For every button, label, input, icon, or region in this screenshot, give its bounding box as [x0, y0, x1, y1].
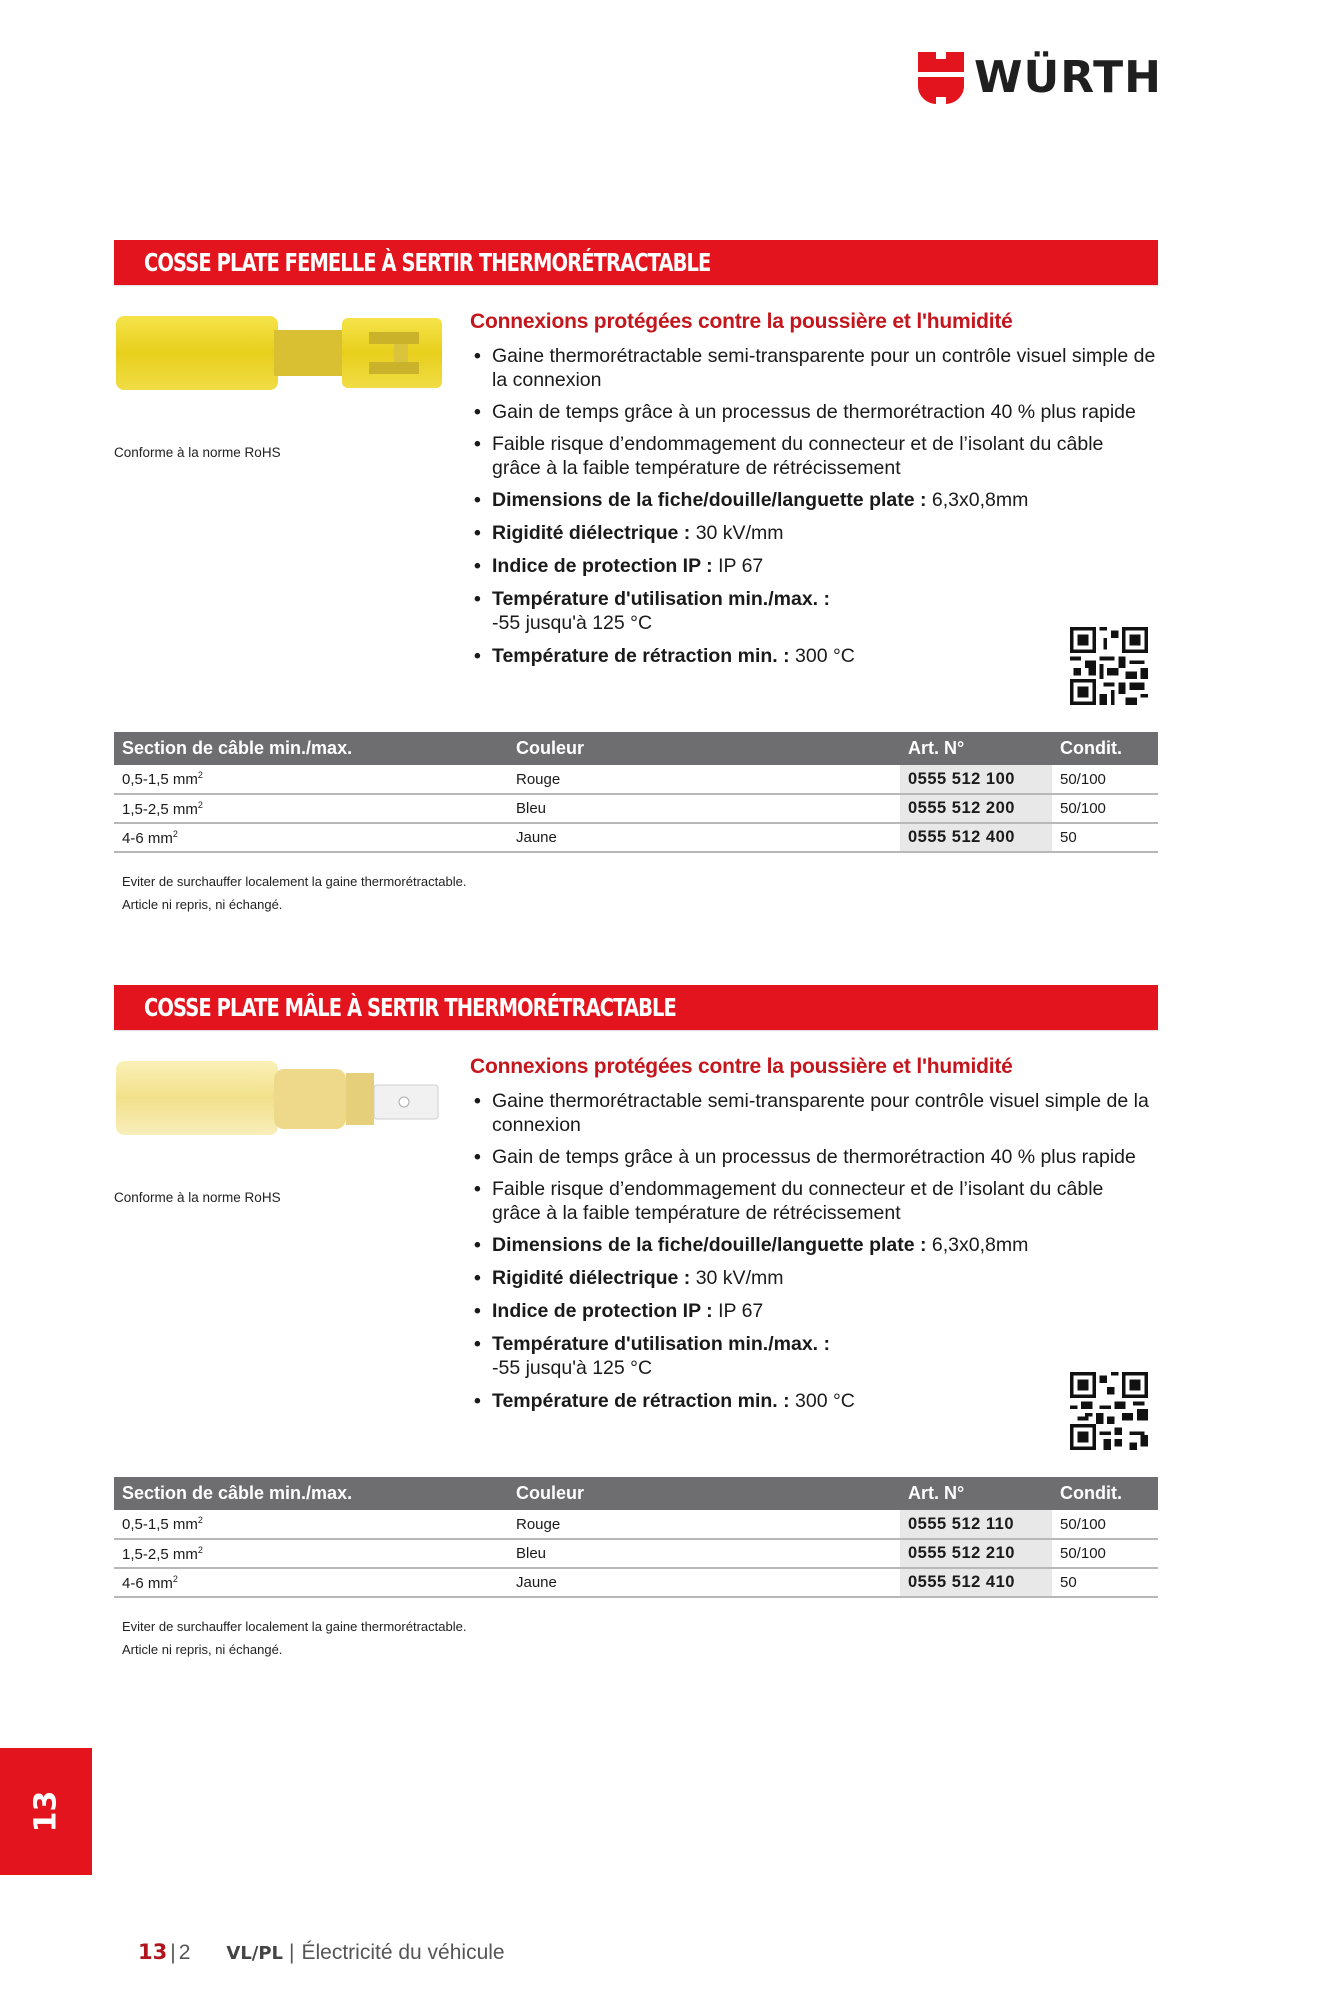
- spec-label: Température d'utilisation min./max. :: [492, 588, 831, 610]
- table-row: [114, 765, 1158, 794]
- features-list: [470, 1089, 1160, 1413]
- col-header-color: Couleur: [508, 732, 900, 765]
- col-header-color: Couleur: [508, 1477, 900, 1510]
- cell-condit: 50/100: [1052, 1510, 1158, 1539]
- article-table: [114, 732, 1158, 853]
- spec-label: Indice de protection IP :: [492, 1300, 713, 1322]
- note-line: Eviter de surchauffer localement la gaine thermorétractable.: [122, 874, 467, 889]
- features-block: [470, 1055, 1160, 1422]
- spec-item: [470, 488, 1160, 512]
- cell-color: Bleu: [508, 1539, 900, 1568]
- spec-value: 30 kV/mm: [690, 1267, 784, 1289]
- section-title: COSSE PLATE FEMELLE À SERTIR THERMORÉTRACTABLE: [144, 248, 711, 277]
- rohs-compliance-label: Conforme à la norme RoHS: [114, 1190, 281, 1205]
- footer-title: Électricité du véhicule: [301, 1941, 505, 1964]
- chapter-number: 13: [28, 1790, 64, 1833]
- spec-value: 30 kV/mm: [690, 522, 784, 544]
- product-section-male: [114, 985, 1158, 1665]
- cell-art-no: 0555 512 100: [900, 765, 1052, 794]
- spec-label: Rigidité diélectrique :: [492, 522, 691, 544]
- cell-condit: 50/100: [1052, 794, 1158, 823]
- footer-category: VL/PL: [226, 1943, 284, 1964]
- features-title: Connexions protégées contre la poussière et l'humidité: [470, 310, 1013, 333]
- spec-item: [470, 554, 1160, 578]
- notes: [122, 1615, 466, 1661]
- table-row: [114, 1510, 1158, 1539]
- rohs-compliance-label: Conforme à la norme RoHS: [114, 445, 281, 460]
- cell-condit: 50/100: [1052, 1539, 1158, 1568]
- table-row: [114, 1539, 1158, 1568]
- features-list: [470, 344, 1160, 668]
- footer-chapter: 13: [138, 1940, 168, 1964]
- spec-label: Dimensions de la fiche/douille/languette plate :: [492, 1234, 927, 1256]
- table-row: [114, 1568, 1158, 1597]
- section-title-bar: [114, 985, 1158, 1030]
- spec-label: Température de rétraction min. :: [492, 645, 790, 667]
- qr-code-icon[interactable]: [1070, 627, 1148, 705]
- page-footer: [138, 1940, 505, 1965]
- cell-section: 0,5-1,5 $mm^2$: [114, 765, 508, 794]
- cell-section: 4-6 $mm^2$: [114, 1568, 508, 1597]
- notes: [122, 870, 466, 916]
- section-title: COSSE PLATE MÂLE À SERTIR THERMORÉTRACTABLE: [144, 993, 676, 1022]
- cell-color: Jaune: [508, 823, 900, 852]
- spec-value: 6,3x0,8mm: [926, 1234, 1029, 1256]
- note-line: Eviter de surchauffer localement la gaine thermorétractable.: [122, 1619, 467, 1634]
- note-line: Article ni repris, ni échangé.: [122, 1642, 283, 1657]
- spec-value: 300 °C: [789, 645, 855, 667]
- feature-item: • Gain de temps grâce à un processus de thermorétraction 40 % plus rapide: [470, 1145, 1160, 1169]
- cell-art-no: 0555 512 200: [900, 794, 1052, 823]
- product-section-female: [114, 240, 1158, 920]
- footer-subpage: 2: [178, 1941, 191, 1964]
- cell-condit: 50: [1052, 823, 1158, 852]
- spec-value: IP 67: [712, 1300, 764, 1322]
- spec-item: [470, 1299, 1160, 1323]
- cell-condit: 50: [1052, 1568, 1158, 1597]
- section-title-bar: [114, 240, 1158, 285]
- feature-item: • Gaine thermorétractable semi-transparente pour contrôle visuel simple de la connexion: [470, 1089, 1150, 1137]
- cell-section: 0,5-1,5 $mm^2$: [114, 1510, 508, 1539]
- feature-item: • Gain de temps grâce à un processus de thermorétraction 40 % plus rapide: [470, 400, 1160, 424]
- spec-label: Dimensions de la fiche/douille/languette plate :: [492, 489, 927, 511]
- feature-item: • Faible risque d’endommagement du connecteur et de l’isolant du câble grâce à la faible température de rétrécissement: [470, 432, 1140, 480]
- col-header-condit: Condit.: [1052, 1477, 1158, 1510]
- cell-art-no: 0555 512 210: [900, 1539, 1052, 1568]
- col-header-art-no: Art. N°: [900, 732, 1052, 765]
- features-block: [470, 310, 1160, 677]
- col-header-section: Section de câble min./max.: [114, 732, 508, 765]
- product-image-female-terminal: [114, 308, 444, 398]
- cell-section: 1,5-2,5 $mm^2$: [114, 1539, 508, 1568]
- chapter-side-tab[interactable]: [0, 1748, 92, 1875]
- spec-item: [470, 1266, 1160, 1290]
- col-header-art-no: Art. N°: [900, 1477, 1052, 1510]
- spec-item: [470, 521, 1160, 545]
- cell-color: Jaune: [508, 1568, 900, 1597]
- spec-value: 300 °C: [789, 1390, 855, 1412]
- table-header-row: [114, 1477, 1158, 1510]
- spec-label: Température de rétraction min. :: [492, 1390, 790, 1412]
- wurth-logo-icon: [918, 52, 964, 104]
- cell-section: 1,5-2,5 $mm^2$: [114, 794, 508, 823]
- product-image-male-terminal: [114, 1053, 444, 1143]
- brand-name: WÜRTH: [974, 52, 1163, 103]
- table-row: [114, 823, 1158, 852]
- feature-item: • Gaine thermorétractable semi-transparente pour un contrôle visuel simple de la connexion: [470, 344, 1160, 392]
- spec-value: -55 jusqu'à 125 °C: [492, 612, 653, 634]
- note-line: Article ni repris, ni échangé.: [122, 897, 283, 912]
- footer-separator: |: [170, 1941, 176, 1964]
- footer-separator: |: [289, 1941, 295, 1964]
- cell-color: Rouge: [508, 765, 900, 794]
- spec-value: 6,3x0,8mm: [926, 489, 1029, 511]
- feature-item: • Faible risque d’endommagement du connecteur et de l’isolant du câble grâce à la faible température de rétrécissement: [470, 1177, 1140, 1225]
- cell-art-no: 0555 512 110: [900, 1510, 1052, 1539]
- spec-item: [470, 644, 1160, 668]
- spec-label: Rigidité diélectrique :: [492, 1267, 691, 1289]
- cell-art-no: 0555 512 400: [900, 823, 1052, 852]
- cell-color: Bleu: [508, 794, 900, 823]
- cell-condit: 50/100: [1052, 765, 1158, 794]
- cell-section: 4-6 $mm^2$: [114, 823, 508, 852]
- qr-code-icon[interactable]: [1070, 1372, 1148, 1450]
- spec-item: [470, 1332, 1160, 1380]
- features-title: Connexions protégées contre la poussière et l'humidité: [470, 1055, 1013, 1078]
- spec-item: [470, 1233, 1160, 1257]
- col-header-condit: Condit.: [1052, 732, 1158, 765]
- col-header-section: Section de câble min./max.: [114, 1477, 508, 1510]
- spec-item: [470, 1389, 1160, 1413]
- table-header-row: [114, 732, 1158, 765]
- spec-value: -55 jusqu'à 125 °C: [492, 1357, 653, 1379]
- spec-value: IP 67: [712, 555, 764, 577]
- article-table: [114, 1477, 1158, 1598]
- spec-label: Indice de protection IP :: [492, 555, 713, 577]
- cell-color: Rouge: [508, 1510, 900, 1539]
- wurth-logo: [918, 52, 1162, 104]
- table-row: [114, 794, 1158, 823]
- spec-label: Température d'utilisation min./max. :: [492, 1333, 831, 1355]
- cell-art-no: 0555 512 410: [900, 1568, 1052, 1597]
- spec-item: [470, 587, 1160, 635]
